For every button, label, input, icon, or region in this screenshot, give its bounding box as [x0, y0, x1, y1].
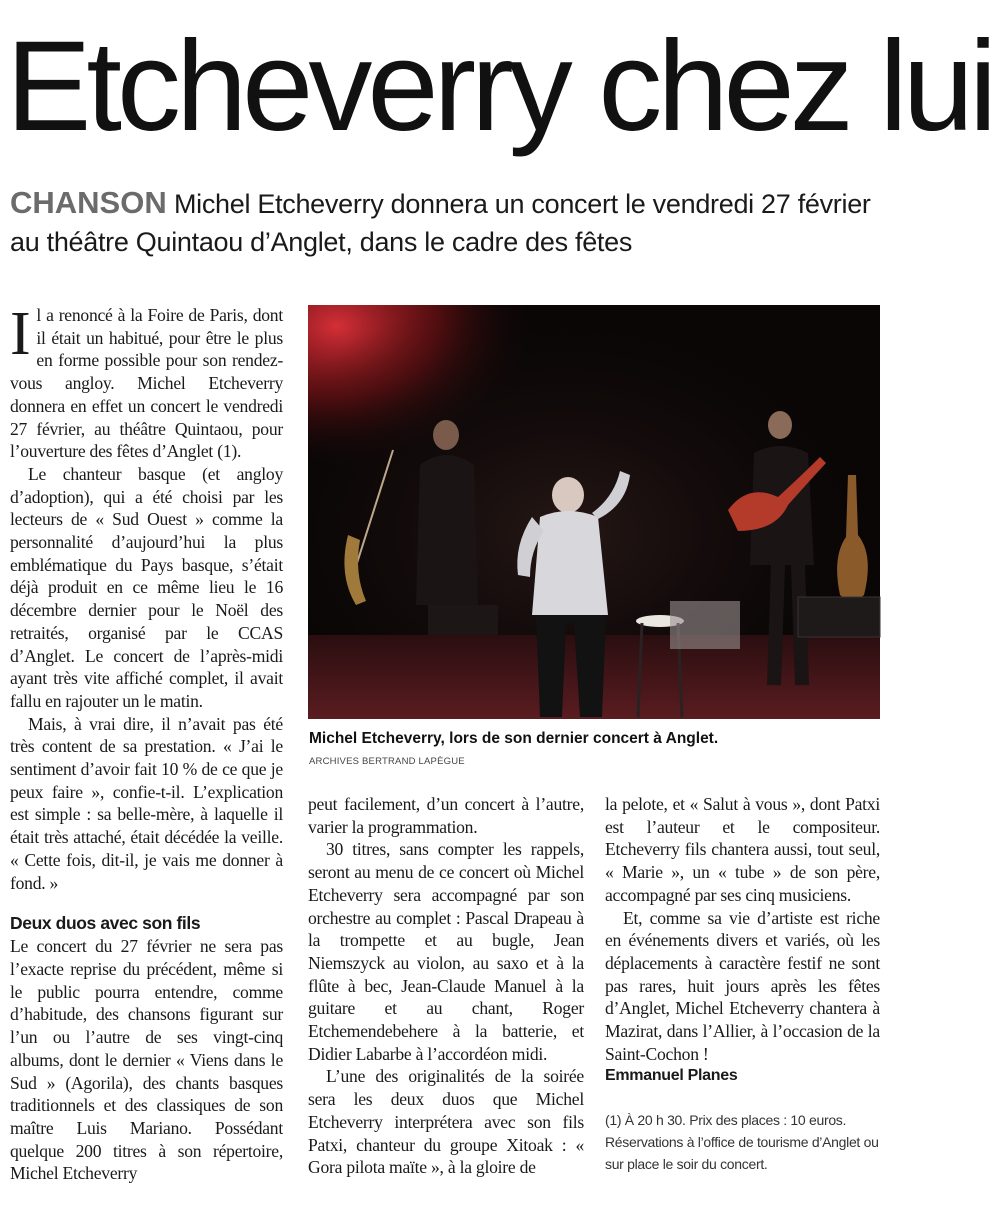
paragraph: Et, comme sa vie d’artiste est riche en événements divers et variés, où les déplacements à caractère festif ne sont pas rares, huit jours après les fêtes d’Anglet, Michel Etcheverry chantera à Mazirat, dans l’Allier, à l’occasion de la Saint-Cochon !: [605, 907, 880, 1064]
footnote: (1) À 20 h 30. Prix des places : 10 euros. Réservations à l’office de tourisme d’Anglet ou sur place le soir du concert.: [605, 1112, 879, 1173]
paragraph: la pelote, et « Salut à vous », dont Patxi est l’auteur et le compositeur. Etcheverry fils chantera aussi, tout seul, « Marie », un « tube » de son père, accompagné par ses cinq musiciens.: [605, 794, 880, 905]
concert-photo: [308, 305, 880, 719]
concert-photo-illustration: [308, 305, 880, 719]
subhead: [10, 184, 880, 261]
paragraph: Il a renoncé à la Foire de Paris, dont il était un habitué, pour être le plus en forme possible pour son rendez-vous angloy. Michel Etcheverry donnera en effet un concert le vendredi 27 février, au théâtre Quintaou, pour l’ouverture des fêtes d’Anglet (1).: [10, 300, 283, 462]
headline: Etcheverry chez lui: [6, 15, 992, 158]
article-column-3: [605, 793, 880, 1175]
author-byline: Emmanuel Planes: [605, 1067, 738, 1085]
dropcap: I: [10, 300, 31, 368]
subhead-text: Michel Etcheverry donnera un concert le vendredi 27 février au théâtre Quintaou d’Anglet, dans le cadre des fêtes: [10, 189, 871, 257]
paragraph: Le concert du 27 février ne sera pas l’exacte reprise du précédent, même si le public pourra entendre, comme d’habitude, des chansons figurant sur l’un ou l’autre de ses vingt-cinq albums, dont le dernier « Viens dans le Sud » (Agorila), des chants basques traditionnels et des classiques de son maître Luis Mariano. Possédant quelque 200 titres à son répertoire, Michel Etcheverry: [10, 936, 283, 1184]
photo-credit: ARCHIVES BERTRAND LAPÈGUE: [309, 756, 465, 767]
article-column-1: [10, 300, 283, 1185]
paragraph: L’une des originalités de la soirée sera les deux duos que Michel Etcheverry interprétera avec son fils Patxi, chanteur du groupe Xitoak : « Gora pilota maïte », à la gloire de: [308, 1066, 584, 1178]
section-subtitle: Deux duos avec son fils: [10, 913, 201, 934]
paragraph: 30 titres, sans compter les rappels, seront au menu de ce concert où Michel Etcheverry sera accompagné par son orchestre au complet : Pascal Drapeau à la trompette et au bugle, Jean Niemszyck au violon, au saxo et à la flûte à bec, Jean-Claude Manuel à la guitare et au chant, Roger Etchemendebehere à la batterie, et Didier Labarbe à l’accordéon midi.: [308, 839, 584, 1064]
paragraph: peut facilement, d’un concert à l’autre, varier la programmation.: [308, 794, 584, 837]
photo-caption: Michel Etcheverry, lors de son dernier concert à Anglet.: [309, 730, 719, 747]
article-column-2: [308, 793, 584, 1179]
paragraph: Mais, à vrai dire, il n’avait pas été très content de sa prestation. « J’ai le sentiment d’avoir fait 10 % de ce que je peux faire », confie-t-il. L’explication est simple : sa belle-mère, à laquelle il était très attaché, était décédée la veille. « Cette fois, dit-il, je vais me donner à fond. »: [10, 713, 283, 893]
section-kicker: CHANSON: [10, 185, 167, 220]
paragraph: Le chanteur basque (et angloy d’adoption), qui a été choisi par les lecteurs de « Sud Ouest » comme la personnalité d’aujourd’hui la plus emblématique du Pays basque, s’était déjà produit en ce même lieu le 16 décembre dernier pour le Noël des retraités, organisé par le CCAS d’Anglet. Le concert de l’après-midi ayant très vite affiché complet, il avait fallu en rajouter un le matin.: [10, 463, 283, 711]
